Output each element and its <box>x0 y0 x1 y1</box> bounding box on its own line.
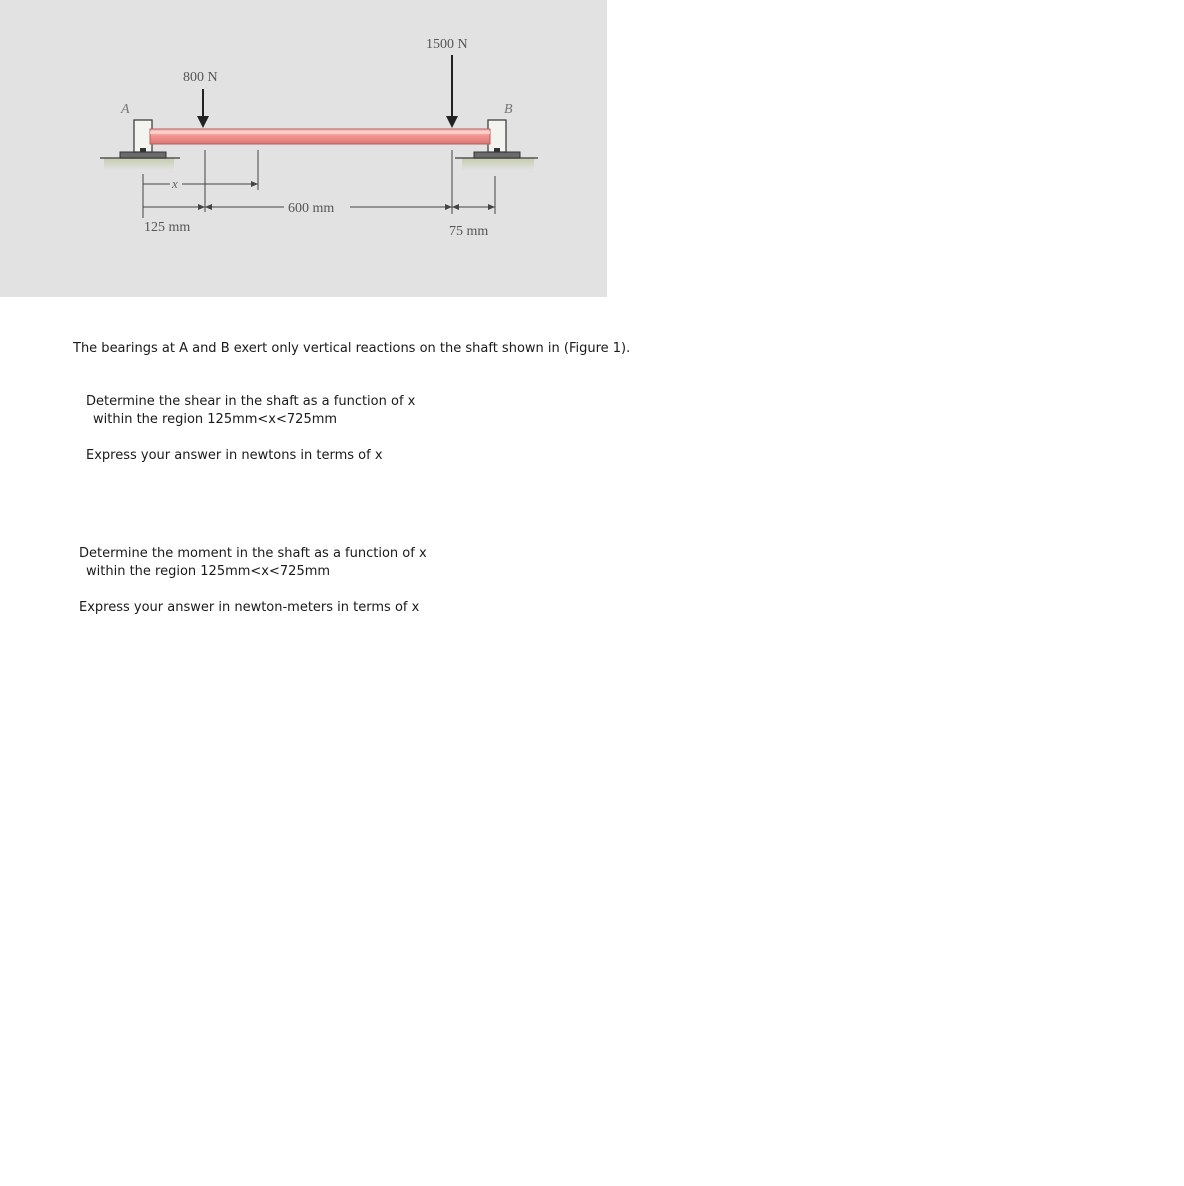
label-a: A <box>121 102 130 117</box>
load-left-label: 800 N <box>183 70 218 85</box>
dimension-600-label: 600 mm <box>288 201 335 216</box>
load-arrow-right <box>446 55 458 128</box>
shaft-figure <box>0 0 607 297</box>
part-b-question-line2: within the region 125mm<x<725mm <box>86 564 331 579</box>
dimension-75-label: 75 mm <box>449 224 489 239</box>
ground-left <box>100 158 180 170</box>
load-arrow-left <box>197 89 209 128</box>
part-a-question-line2: within the region 125mm<x<725mm <box>93 412 338 427</box>
part-b-question-line1: Determine the moment in the shaft as a function of x <box>79 546 427 561</box>
shaft <box>150 129 490 144</box>
dimension-125-label: 125 mm <box>144 220 191 235</box>
ground-right <box>455 158 538 170</box>
problem-intro: The bearings at A and B exert only vertical reactions on the shaft shown in (Figure 1). <box>73 341 631 356</box>
label-b: B <box>504 102 513 117</box>
part-a-instruction: Express your answer in newtons in terms of x <box>86 448 383 463</box>
part-a-question-line1: Determine the shear in the shaft as a function of x <box>86 394 416 409</box>
dimension-x-label: x <box>172 176 178 191</box>
part-b-instruction: Express your answer in newton-meters in terms of x <box>79 600 420 615</box>
load-right-label: 1500 N <box>426 37 468 52</box>
dimension-x <box>143 181 258 187</box>
shaft-diagram <box>0 0 607 297</box>
